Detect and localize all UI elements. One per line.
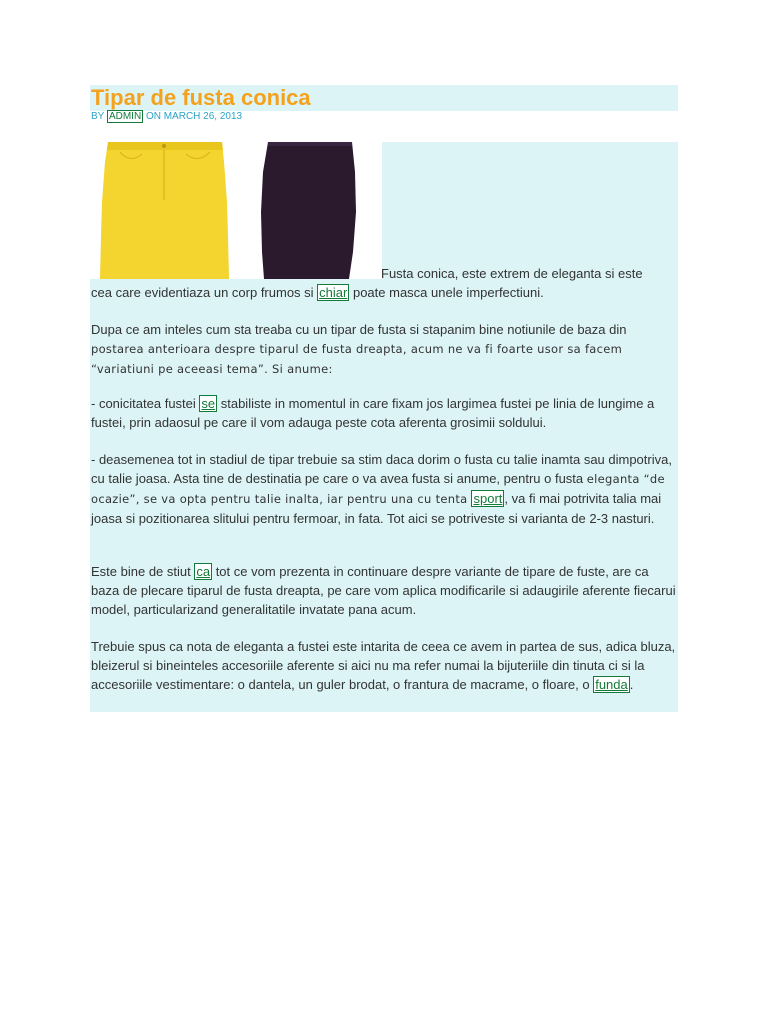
paragraph-4-end: , va fi mai potrivita talia mai joasa si pozitionarea slitului pentru fermoar, in fata. Tot aici se potriveste si varianta de 2-3 nasturi.	[91, 491, 662, 526]
paragraph-1-end: poate masca unele imperfectiuni.	[349, 285, 544, 300]
dark-skirt	[261, 142, 356, 279]
paragraph-4	[91, 450, 679, 528]
skirts-image	[90, 142, 382, 279]
meta-date: ON MARCH 26, 2013	[143, 111, 243, 122]
post-content	[90, 142, 678, 712]
paragraph-2-link-text[interactable]: postarea anterioara despre tiparul de fusta dreapta, acum ne va fi foarte usor sa facem “variatiuni pe aceeasi tema”. Si anume:	[91, 342, 623, 376]
paragraph-5-text: Este bine de stiut	[91, 564, 195, 579]
link-sport[interactable]: sport	[473, 491, 503, 506]
link-ca[interactable]: ca	[196, 564, 211, 579]
yellow-skirt-button	[162, 144, 166, 148]
skirts-illustration	[90, 142, 382, 279]
paragraph-3	[91, 394, 679, 432]
paragraph-1	[91, 283, 679, 302]
paragraph-3-end: stabiliste in momentul in care fixam jos largimea fustei pe linia de lungime a fustei, prin adaosul pe care il vom adauga peste cota aferenta grosimii soldului.	[91, 396, 655, 430]
post-title[interactable]: Tipar de fusta conica	[91, 85, 311, 110]
link-se[interactable]: se	[201, 396, 216, 411]
link-funda[interactable]: funda	[595, 677, 628, 692]
paragraph-1-start: Fusta conica, este extrem de eleganta si este	[381, 266, 643, 281]
paragraph-5	[91, 562, 679, 619]
dark-skirt-waistband	[268, 142, 352, 146]
link-chiar[interactable]: chiar	[319, 285, 348, 300]
paragraph-6-text: Trebuie spus ca nota de eleganta a fustei este intarita de ceea ce avem in partea de sus, adica bluza, bleizerul si bineinteles accesoriile aferente si aici nu ma refer numai la bijuteriile din tinuta ci si la accesoriile vestimentare: o dantela, un guler brodat, o frantura de macrame, o floare, o	[91, 639, 676, 692]
paragraph-6-end: .	[629, 677, 634, 692]
paragraph-4-text: - deasemenea tot in stadiul de tipar trebuie sa stim daca dorim o fusta cu talie inamta sau dimpotriva, cu talie joasa. Asta tine de destinatia pe care o va avea fusta si anume, pentru o fusta	[91, 452, 672, 486]
paragraph-2	[91, 320, 679, 379]
paragraph-1-text: cea care evidentiaza un corp frumos si	[91, 285, 318, 300]
paragraph-6	[91, 637, 679, 694]
paragraph-5-end: tot ce vom prezenta in continuare despre variante de tipare de fuste, are ca baza de plecare tiparul de fusta dreapta, pe care vom aplica modificarile si adaugirile aferente fiecarui model, particularizand generalitatile invatate pana acum.	[91, 564, 676, 617]
paragraph-4-narrow: eleganta “de ocazie”, se va opta pentru talie inalta, iar pentru una cu tenta	[91, 472, 665, 506]
post-meta	[91, 111, 242, 123]
paragraph-2-text: Dupa ce am inteles cum sta treaba cu un tipar de fusta si stapanim bine notiunile de baza din	[91, 322, 627, 337]
meta-by: BY	[91, 111, 107, 122]
paragraph-3-text: - conicitatea fustei	[91, 396, 200, 411]
author-link[interactable]: ADMIN	[108, 111, 142, 122]
